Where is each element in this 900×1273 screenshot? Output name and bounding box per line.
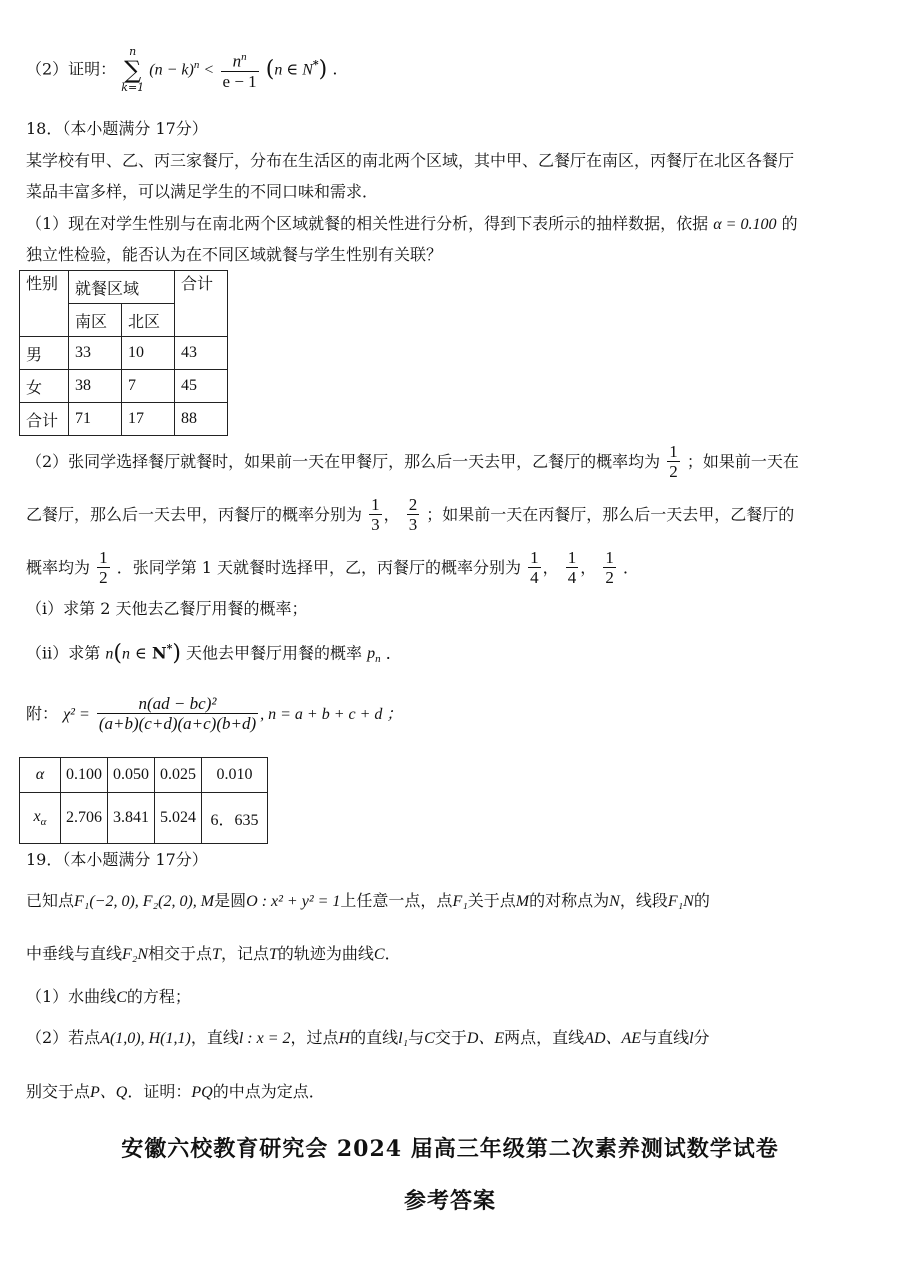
gender-area-table — [19, 270, 228, 436]
q19-line2 — [26, 943, 401, 966]
q19-l2-d: 的轨迹为曲线 — [277, 944, 374, 963]
x-label: x — [33, 807, 41, 825]
q19-p3-c: 的中点为定点． — [212, 1082, 325, 1101]
q19-l1-g: 的 — [693, 891, 710, 910]
q19-l1-b: 是圆 — [214, 891, 247, 910]
critical-cell: 2.706 — [61, 793, 108, 844]
row-label: 男 — [20, 337, 69, 370]
q19-part2-line1 — [26, 1027, 710, 1050]
fraction-third — [369, 496, 382, 535]
frac-num: 2 — [408, 495, 418, 514]
q19-p2-d: 的直线 — [350, 1028, 399, 1047]
cell-north: 7 — [122, 370, 175, 403]
q19-n: N — [609, 893, 620, 910]
cell-south: 33 — [69, 337, 122, 370]
q19-p2-b: ，直线 — [190, 1028, 239, 1047]
critical-value-table — [19, 757, 268, 844]
q19-adae: AD、AE — [584, 1030, 642, 1047]
fraction-two-thirds — [407, 496, 420, 535]
q19-p2-a: （2）若点 — [26, 1028, 101, 1047]
row-label: 女 — [20, 370, 69, 403]
q19-c2: C — [424, 1030, 435, 1047]
q19-p3-b: ．证明： — [127, 1082, 192, 1101]
header-area: 就餐区域 — [69, 271, 175, 304]
answer-section-subtitle: 参考答案 — [403, 1188, 496, 1214]
q19-p2-c: ，过点 — [290, 1028, 339, 1047]
q19-part1 — [26, 986, 191, 1009]
q19-l1-f: ，线段 — [619, 891, 668, 910]
frac-num: 1 — [669, 442, 678, 461]
table-row — [20, 793, 268, 844]
q19-curve-c: C — [373, 946, 385, 963]
q18-part1-line2: 独立性检验，能否认为在不同区域就餐与学生性别有关联？ — [26, 245, 443, 264]
q18-part2-tail-a: ；如果前一天在 — [686, 452, 799, 471]
frac-num: 1 — [530, 548, 539, 567]
alpha-cell: 0.100 — [61, 758, 108, 793]
frac-num: 1 — [371, 495, 380, 514]
critical-cell: 3.841 — [108, 793, 155, 844]
table-row — [20, 403, 228, 436]
q19-p3-a: 别交于点 — [26, 1082, 91, 1101]
cell-total: 88 — [175, 403, 228, 436]
frac-den: 4 — [530, 568, 539, 587]
fraction-half — [667, 443, 680, 482]
row-label: 合计 — [20, 403, 69, 436]
q19-line-l: l : x = 2 — [238, 1030, 291, 1047]
chi-den: (a+b)(c+d)(a+c)(b+d) — [98, 714, 257, 733]
cell-south: 38 — [69, 370, 122, 403]
q18-part2-tail-b: ；如果前一天在丙餐厅，那么后一天去甲，乙餐厅的 — [426, 505, 795, 524]
q19-de: D、E — [466, 1030, 505, 1047]
frac-den: 2 — [99, 568, 108, 587]
q19-f1: F₁ — [452, 893, 468, 910]
q19-t2: T — [268, 946, 278, 963]
fraction-half — [97, 549, 110, 588]
sum-exponent: n — [193, 59, 200, 72]
q17-end: . — [332, 59, 338, 79]
q19-f1n: F₁N — [667, 893, 694, 910]
q19-circle: O : x² + y² = 1 — [246, 893, 341, 910]
q19-p2-f: 交于 — [434, 1028, 467, 1047]
header-south: 南区 — [69, 304, 122, 337]
q18-part2-text-c-mid: ．张同学第 1 天就餐时选择甲，乙，丙餐厅的概率分别为 — [116, 558, 522, 577]
rhs-num-exp: n — [241, 51, 247, 64]
q18-sub-i: （ⅰ）求第 2 天他去乙餐厅用餐的概率； — [26, 599, 308, 618]
q19-p2-i: 分 — [693, 1028, 710, 1047]
q19-p1-b: 的方程； — [126, 987, 191, 1006]
header-north: 北区 — [122, 304, 175, 337]
chi-square-formula — [26, 686, 402, 743]
frac-den: 4 — [567, 568, 577, 587]
fraction-half — [603, 549, 616, 588]
appendix-label: 附： — [26, 704, 59, 723]
alpha-value: α = 0.100 — [713, 216, 777, 233]
q19-f2n: F₂N — [122, 946, 149, 963]
q18-sub-ii: （ⅱ）求第 n(n ∈ N*) 天他去甲餐厅用餐的概率 $p_n$ ． — [26, 640, 402, 666]
q18-part2-text-b: 乙餐厅，那么后一天去甲，丙餐厅的概率分别为 — [26, 505, 363, 524]
cell-north: 17 — [122, 403, 175, 436]
q19-m: M — [515, 893, 530, 910]
q18-part2-line1 — [26, 440, 799, 484]
answer-section-title: 安徽六校教育研究会 2024 届高三年级第二次素养测试数学试卷 — [121, 1136, 779, 1162]
frac-den: 2 — [605, 568, 614, 587]
q18-part1-line1 — [26, 213, 798, 236]
q18-intro-line2: 菜品丰富多样，可以满足学生的不同口味和需求． — [26, 182, 379, 201]
cell-south: 71 — [69, 403, 122, 436]
cell-north: 10 — [122, 337, 175, 370]
q19-l1-d: 关于点 — [467, 891, 516, 910]
q18-sub-ii-b: 天他去甲餐厅用餐的概率 — [186, 643, 363, 663]
header-gender: 性别 — [20, 271, 69, 337]
chi-fraction — [97, 695, 258, 734]
q18-part2-text-c: 概率均为 — [26, 558, 91, 577]
rhs-den: e − 1 — [222, 71, 257, 91]
q18-part2-line3: 概率均为 $\frac{1}{2}$ ．张同学第 1 天就餐时选择甲，乙，丙餐厅的概率分别为 $\frac{1}{4}$ ， $\frac{1}{4}$ ， $\frac{1}{2}$ ． — [26, 548, 639, 587]
q19-points-ah: A(1,0), H(1,1) — [100, 1030, 191, 1047]
x-sub: α — [40, 816, 47, 829]
q19-p1-a: （1）水曲线 — [26, 987, 117, 1006]
alpha-cell: 0.025 — [155, 758, 202, 793]
cell-total: 43 — [175, 337, 228, 370]
q19-l2-b: 相交于点 — [148, 944, 213, 963]
sum-term: (n − k) — [149, 61, 194, 79]
header-total: 合计 — [175, 271, 228, 337]
q18-sub-ii-a: （ⅱ）求第 — [26, 643, 101, 663]
q19-h: H — [338, 1030, 351, 1047]
q19-l1-a: 已知点 — [26, 891, 75, 910]
condition-sup: * — [312, 58, 319, 72]
frac-num: 1 — [99, 548, 108, 567]
q19-p2-g: 两点，直线 — [504, 1028, 585, 1047]
fraction-quarter — [528, 549, 541, 588]
table-row — [20, 337, 228, 370]
alpha-cell: 0.050 — [108, 758, 155, 793]
q19-p1-c: C — [116, 989, 127, 1006]
q19-l2-e: ． — [384, 944, 401, 963]
chi-num: n(ad − bc)² — [138, 694, 217, 713]
chi-lhs: χ² = — [63, 706, 90, 723]
sum-lower: k=1 — [121, 81, 145, 94]
less-than: < — [204, 61, 214, 79]
q19-t: T — [212, 946, 221, 963]
critical-cell: 6．635 — [202, 793, 268, 844]
q19-l1: l₁ — [398, 1030, 409, 1047]
q18-sub-ii-end: ． — [385, 643, 402, 663]
q18-part1-text: （1）现在对学生性别与在南北两个区域就餐的相关性进行分析，得到下表所示的抽样数据，依据 — [26, 214, 709, 233]
q17-part2-label: （2）证明： — [26, 59, 117, 79]
table-row — [20, 758, 268, 793]
q18-header: 18．（本小题满分 17分） — [26, 119, 208, 138]
q19-header: 19．（本小题满分 17分） — [26, 850, 208, 869]
fraction-quarter — [566, 549, 579, 588]
cell-total: 45 — [175, 370, 228, 403]
q18-part2-line2: 乙餐厅，那么后一天去甲，丙餐厅的概率分别为 $\frac{1}{3}$ ， $\frac{2}{3}$ ；如果前一天在丙餐厅，那么后一天去甲，乙餐厅的 — [26, 495, 795, 534]
q18-part2-end: ． — [622, 558, 639, 577]
q19-l1-e: 的对称点为 — [529, 891, 610, 910]
frac-num: 1 — [605, 548, 614, 567]
q18-intro-line1: 某学校有甲、乙、丙三家餐厅，分布在生活区的南北两个区域，其中甲、乙餐厅在南区，丙餐厅在北区各餐厅 — [26, 151, 795, 170]
q19-l2-c: ，记点 — [220, 944, 269, 963]
q19-l1-c: 上任意一点，点 — [340, 891, 453, 910]
table-row — [20, 370, 228, 403]
frac-num: 1 — [567, 548, 577, 567]
sum-upper: n — [129, 45, 137, 58]
summation-symbol: n ∑ k=1 — [121, 45, 145, 94]
condition: n ∈ N — [274, 61, 313, 79]
q19-p2-h2: 与直线 — [641, 1028, 690, 1047]
q19-l: l — [689, 1030, 694, 1047]
rhs-num: n — [232, 51, 242, 71]
q19-p2-e: 与 — [408, 1028, 425, 1047]
chi-tail: , n = a + b + c + d ； — [260, 706, 403, 723]
critical-cell: 5.024 — [155, 793, 202, 844]
frac-den: 3 — [371, 515, 380, 534]
alpha-label: α — [20, 758, 61, 793]
q19-l2-a: 中垂线与直线 — [26, 944, 123, 963]
q19-points: F₁(−2, 0), F₂(2, 0), M — [74, 893, 215, 910]
q19-line1 — [26, 890, 710, 913]
frac-den: 2 — [669, 462, 678, 481]
q19-pq: P、Q — [90, 1084, 128, 1101]
x-alpha-label — [20, 793, 61, 844]
q17-part2-proof: （2）证明： n ∑ k=1 $(n - k)^n$ < $\frac{n^n}{e - 1}$ (n ∈ N*) . — [26, 45, 338, 94]
q18-part2-text-a: （2）张同学选择餐厅就餐时，如果前一天在甲餐厅，那么后一天去甲，乙餐厅的概率均为 — [26, 452, 661, 471]
q19-part2-line2 — [26, 1081, 325, 1104]
rhs-fraction — [221, 48, 259, 92]
q19-pq2: PQ — [191, 1084, 213, 1101]
frac-den: 3 — [408, 515, 418, 534]
alpha-cell: 0.010 — [202, 758, 268, 793]
q18-part1-tail: 的 — [781, 214, 798, 233]
